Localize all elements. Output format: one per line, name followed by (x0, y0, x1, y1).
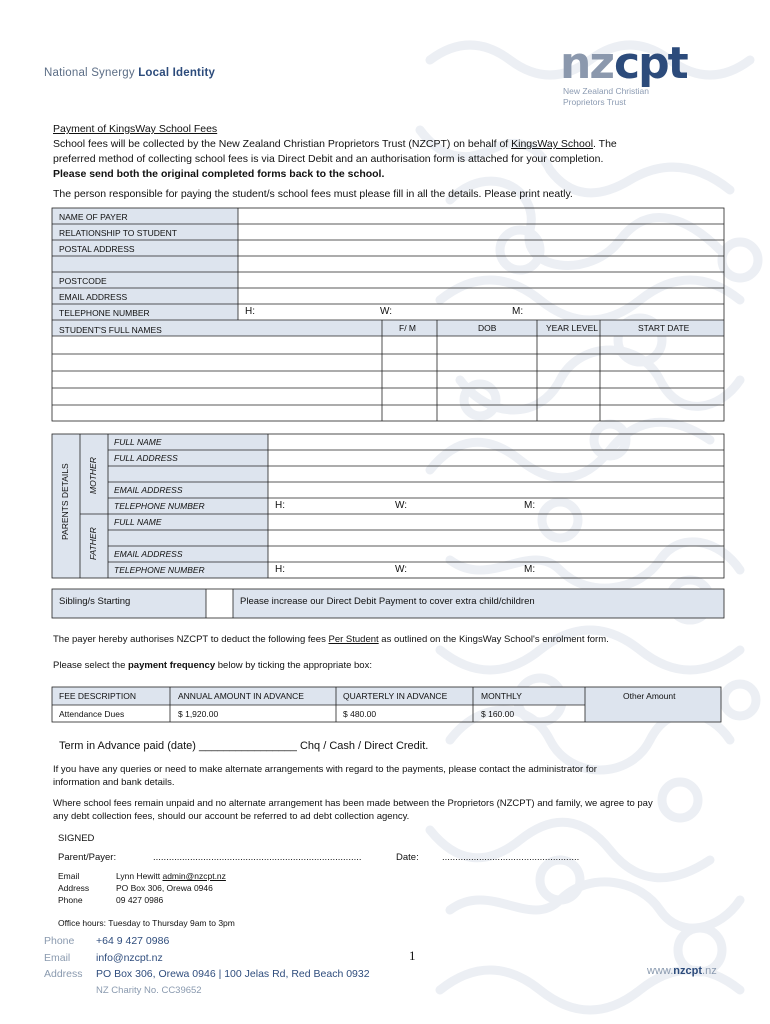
student-names-label: STUDENT'S FULL NAMES (59, 325, 162, 335)
mother-label-full-address: FULL ADDRESS (114, 453, 178, 463)
father-label-email: EMAIL ADDRESS (114, 549, 183, 559)
contact-labels (58, 870, 89, 906)
footer-website-b: nzcpt (673, 965, 703, 977)
contact-email-label: Email (58, 871, 80, 881)
svg-text:nz: nz (560, 40, 613, 88)
sibling-starting-label: Sibling/s Starting (59, 596, 131, 607)
signed-date-label: Date: (396, 852, 419, 863)
intro-p1-a: School fees will be collected by the New Zealand Christian Proprietors Trust (NZCPT) on behalf of (53, 138, 512, 150)
father-tel-home-label: H: (275, 564, 285, 575)
term-payment-methods: Chq / Cash / Direct Credit. (299, 740, 429, 752)
father-tel-mobile-label: M: (524, 564, 536, 575)
signed-date-line[interactable]: .................................................... (442, 852, 580, 863)
contact-email-link[interactable]: admin@nzcpt.nz (162, 871, 226, 881)
frequency-a: Please select the (53, 660, 128, 671)
intro-send-forms: Please send both the original completed forms back to the school. (53, 168, 385, 180)
tagline-local-identity: Local Identity (138, 67, 216, 79)
payer-tel-home-label: H: (245, 306, 255, 317)
intro-school-name: KingsWay School (511, 138, 594, 150)
father-label-telephone: TELEPHONE NUMBER (114, 565, 205, 575)
fee-header-monthly: MONTHLY (481, 691, 522, 701)
parent-payer-label: Parent/Payer: (58, 852, 117, 863)
payer-label-email: EMAIL ADDRESS (59, 292, 128, 302)
fee-row-quarterly[interactable]: $ 480.00 (343, 709, 377, 719)
svg-text:cpt: cpt (614, 40, 687, 88)
queries-line2: information and bank details. (53, 777, 175, 788)
footer-labels (44, 933, 83, 983)
authorise-a: The payer hereby authorises NZCPT to deduct the following fees (53, 634, 329, 645)
footer-address-value: PO Box 306, Orewa 0946 | 100 Jelas Rd, Red Beach 0932 (96, 968, 370, 980)
mother-tel-home-label: H: (275, 500, 285, 511)
fee-header-other-amount: Other Amount (623, 691, 676, 701)
fee-row-annual[interactable]: $ 1,920.00 (178, 709, 219, 719)
fee-header-description: FEE DESCRIPTION (59, 691, 136, 701)
fee-row-other-amount-field[interactable] (586, 706, 720, 721)
mother-side-label: MOTHER (88, 457, 98, 494)
contact-values (116, 870, 226, 906)
page-number: 1 (409, 948, 416, 963)
intro-p1-c: . The (593, 138, 617, 150)
footer-email-value[interactable]: info@nzcpt.nz (96, 951, 163, 964)
parent-payer-signature-line[interactable]: ............................................................................... (153, 852, 362, 863)
tagline-national-synergy: National Synergy (44, 67, 135, 79)
payer-label-name: NAME OF PAYER (59, 212, 128, 222)
queries-text (53, 763, 733, 789)
footer-charity-number: NZ Charity No. CC39652 (96, 984, 202, 996)
student-col-gender: F/ M (399, 323, 416, 333)
term-advance-line (59, 740, 428, 752)
footer-phone-label: Phone (44, 935, 75, 947)
father-side-label: FATHER (88, 527, 98, 560)
contact-phone-value: 09 427 0986 (116, 895, 164, 905)
mother-tel-mobile-label: M: (524, 500, 536, 511)
queries-line1: If you have any queries or need to make alternate arrangements with regard to the payments, please contact the administrator for (53, 764, 597, 775)
footer-website-a: www. (647, 965, 674, 977)
office-hours: Office hours: Tuesday to Thursday 9am to 3pm (58, 918, 235, 928)
footer-values (96, 933, 370, 999)
footer-website-c: .nz (702, 965, 717, 977)
contact-email-value (116, 870, 226, 882)
frequency-bold: payment frequency (128, 660, 216, 671)
term-advance-date: Term in Advance paid (date) ________________ (59, 740, 300, 752)
payer-label-postcode: POSTCODE (59, 276, 107, 286)
fee-header-quarterly: QUARTERLY IN ADVANCE (343, 691, 448, 701)
footer-address-label: Address (44, 968, 83, 980)
fee-row-monthly[interactable]: $ 160.00 (481, 709, 515, 719)
contact-address-value: PO Box 306, Orewa 0946 (116, 883, 213, 893)
fee-header-annual: ANNUAL AMOUNT IN ADVANCE (178, 691, 304, 701)
father-label-full-name: FULL NAME (114, 517, 162, 527)
intro-paragraph-2: The person responsible for paying the student/s school fees must please fill in all the details. Please print neatly. (53, 188, 573, 200)
unpaid-line1: Where school fees remain unpaid and no alternate arrangement has been made between the Proprietors (NZCPT) and family, we agree to pay (53, 798, 653, 809)
footer-email-label: Email (44, 951, 71, 964)
logo-subtitle-line2: Proprietors Trust (563, 97, 626, 107)
logo-subtitle-line1: New Zealand Christian (563, 86, 649, 96)
intro-heading: Payment of KingsWay School Fees (53, 123, 218, 135)
authorise-c: as outlined on the KingsWay School's enrolment form. (378, 634, 609, 645)
father-tel-work-label: W: (395, 564, 408, 575)
footer-website[interactable] (647, 965, 717, 977)
contact-phone-label: Phone (58, 895, 83, 905)
payer-label-telephone: TELEPHONE NUMBER (59, 308, 150, 318)
footer-phone-value: +64 9 427 0986 (96, 935, 170, 947)
payer-tel-mobile-label: M: (512, 306, 524, 317)
student-col-dob: DOB (478, 323, 497, 333)
parents-details-side-label: PARENTS DETAILS (60, 463, 70, 540)
intro-paragraph-1-line2: preferred method of collecting school fees is via Direct Debit and an authorisation form is attached for your completion. (53, 153, 604, 165)
frequency-c: below by ticking the appropriate box: (215, 660, 372, 671)
fee-row-description: Attendance Dues (59, 709, 125, 719)
student-col-start-date: START DATE (638, 323, 690, 333)
payer-label-relationship: RELATIONSHIP TO STUDENT (59, 228, 177, 238)
mother-label-full-name: FULL NAME (114, 437, 162, 447)
unpaid-line2: any debt collection fees, should our account be referred to ad debt collection agency. (53, 811, 410, 822)
mother-tel-work-label: W: (395, 500, 408, 511)
signed-title: SIGNED (58, 833, 95, 844)
contact-name: Lynn Hewitt (116, 871, 163, 881)
unpaid-text (53, 797, 733, 823)
mother-label-email: EMAIL ADDRESS (114, 485, 183, 495)
authorise-per-student: Per Student (328, 634, 379, 645)
sibling-increase-note: Please increase our Direct Debit Payment to cover extra child/children (240, 596, 535, 607)
mother-label-telephone: TELEPHONE NUMBER (114, 501, 205, 511)
student-col-year-level: YEAR LEVEL (546, 323, 598, 333)
payer-label-postal-address: POSTAL ADDRESS (59, 244, 135, 254)
contact-address-label: Address (58, 883, 90, 893)
payer-tel-work-label: W: (380, 306, 393, 317)
